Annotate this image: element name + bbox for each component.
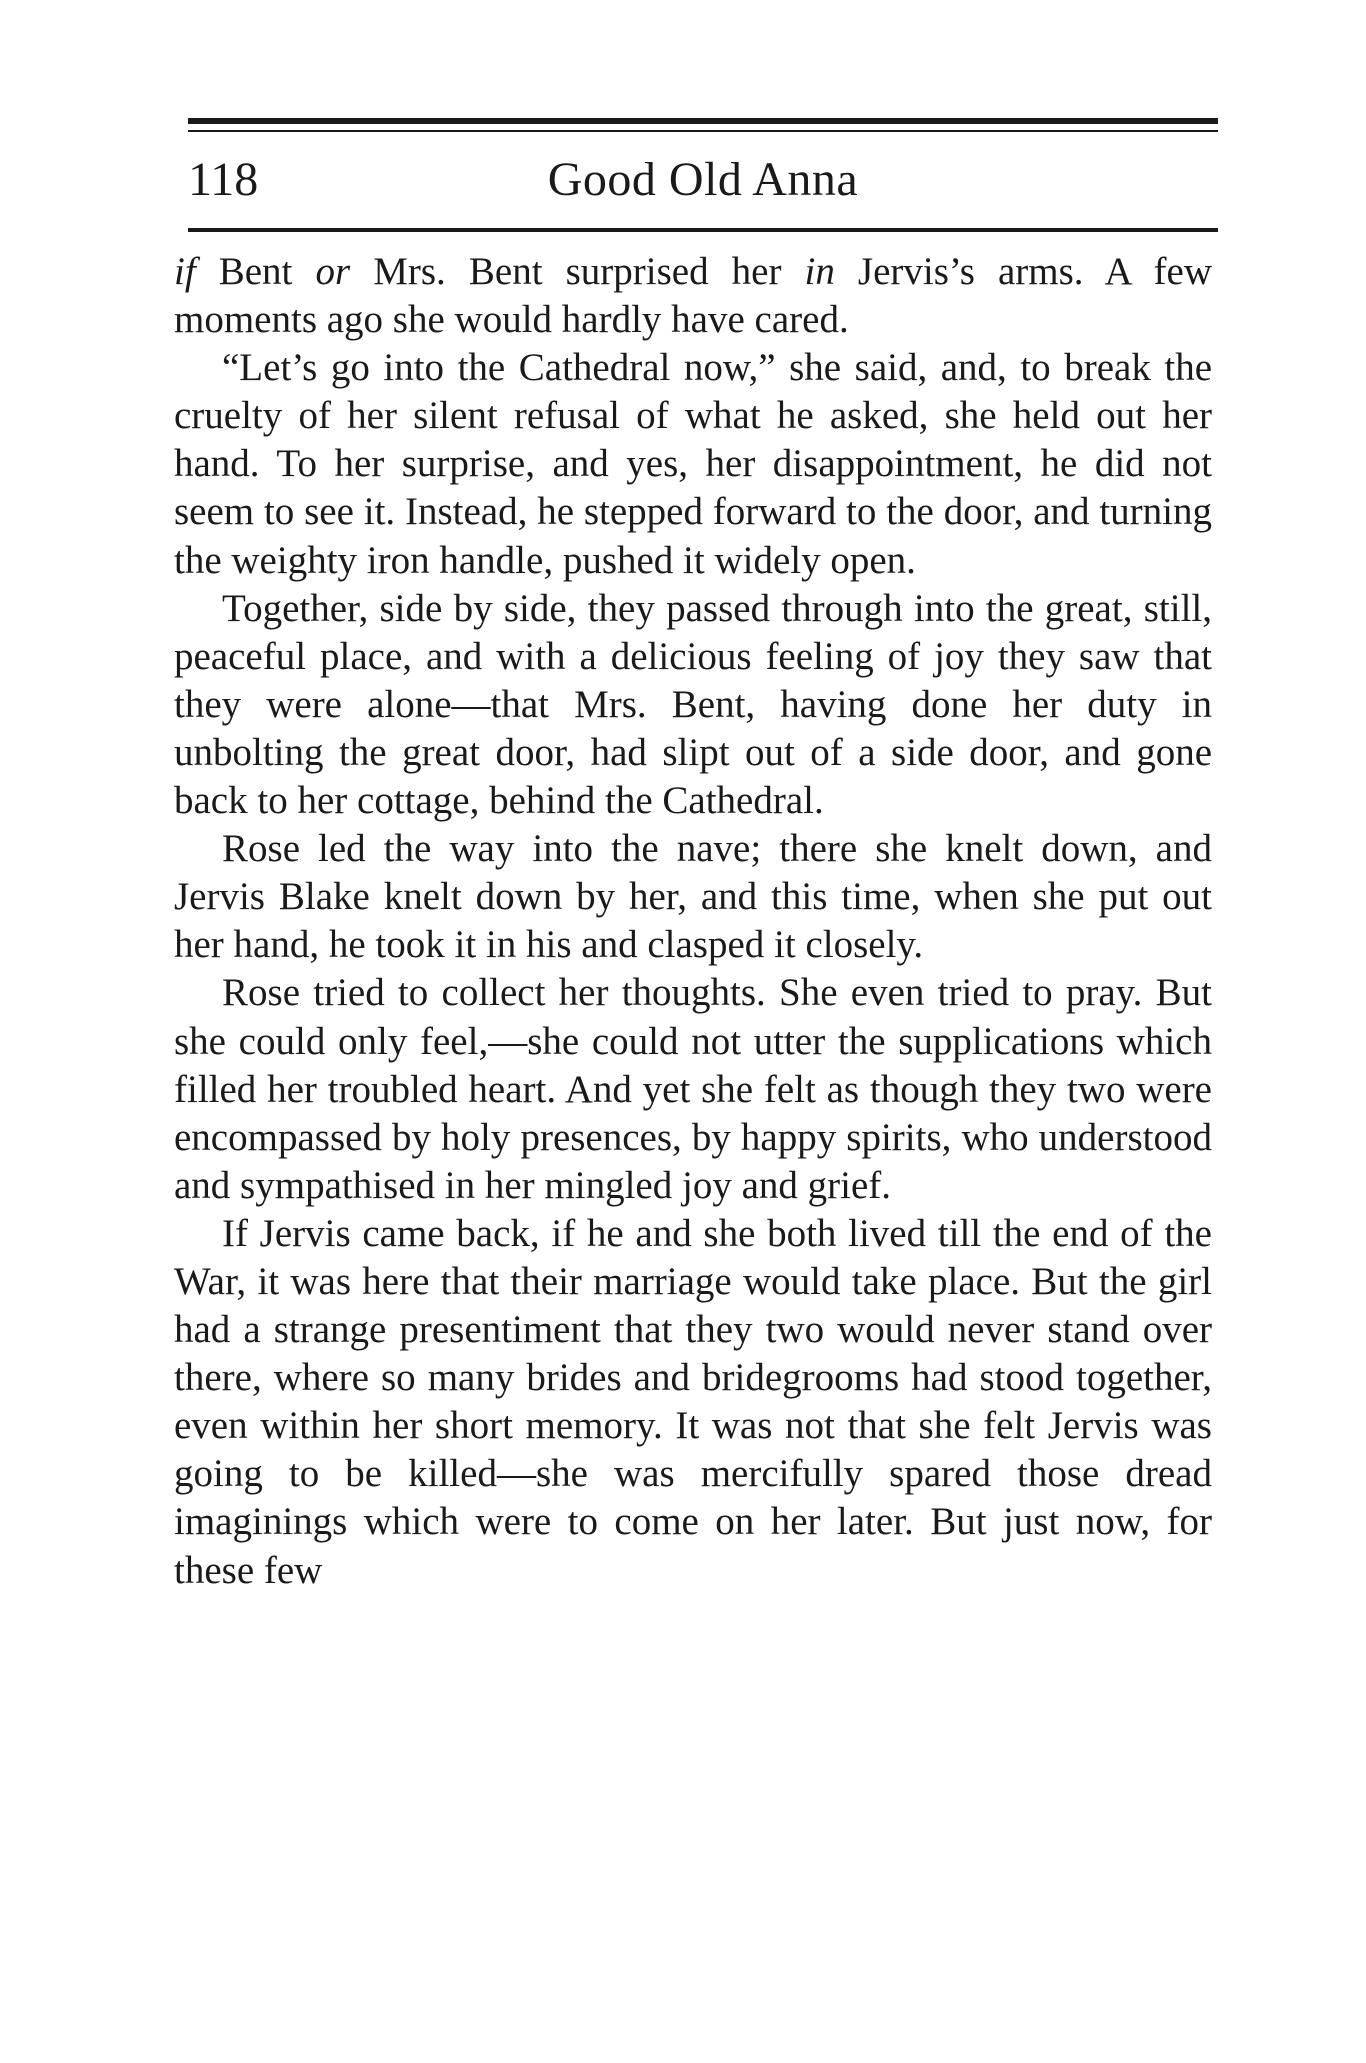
italic-word: if xyxy=(174,250,196,293)
paragraph-1 xyxy=(174,248,1212,344)
italic-word: in xyxy=(804,250,835,293)
italic-word: or xyxy=(315,250,351,293)
paragraph-4: Rose led the way into the nave; there she knelt down, and Jervis Blake knelt down by her, and this time, when she put out her hand, he took it in his and clasped it closely. xyxy=(174,827,1212,967)
running-title: Good Old Anna xyxy=(547,153,859,206)
running-head xyxy=(188,150,1218,210)
paragraph-1-text: Jervis’s arms. A few moments ago she would hardly have cared. xyxy=(174,250,1212,342)
header-rule-thin xyxy=(188,130,1218,132)
paragraph-1-text: Bent xyxy=(195,250,316,293)
paragraph-5: Rose tried to collect her thoughts. She even tried to pray. But she could only feel,—she could not utter the supplications which filled her troubled heart. And yet she felt as though they two were encompassed by holy presences, by happy spirits, who understood and sympathised in her mingled joy and grief. xyxy=(174,971,1212,1207)
header-rule-bottom xyxy=(188,228,1218,232)
paragraph-1-text: Mrs. Bent surprised her xyxy=(350,250,805,293)
header-rule-thick xyxy=(188,118,1218,124)
paragraph-6: If Jervis came back, if he and she both lived till the end of the War, it was here that their marriage would take place. But the girl had a strange presentiment that they two would never stand over there, where so many brides and bridegrooms had stood together, even within her short memory. It was not that she felt Jervis was going to be killed—she was mercifully spared those dread imaginings which were to come on her later. But just now, for these few xyxy=(174,1211,1212,1592)
body-text xyxy=(174,248,1212,1595)
paragraph-2: “Let’s go into the Cathedral now,” she said, and, to break the cruelty of her silent refusal of what he asked, she held out her hand. To her surprise, and yes, her disappointment, he did not seem to see it. Instead, he stepped forward to the door, and turning the weighty iron handle, pushed it widely open. xyxy=(174,346,1212,582)
page-number: 118 xyxy=(188,153,259,206)
paragraph-3: Together, side by side, they passed through into the great, still, peaceful place, and with a delicious feeling of joy they saw that they were alone—that Mrs. Bent, having done her duty in unbolting the great door, had slipt out of a side door, and gone back to her cottage, behind the Cathedral. xyxy=(174,586,1212,823)
